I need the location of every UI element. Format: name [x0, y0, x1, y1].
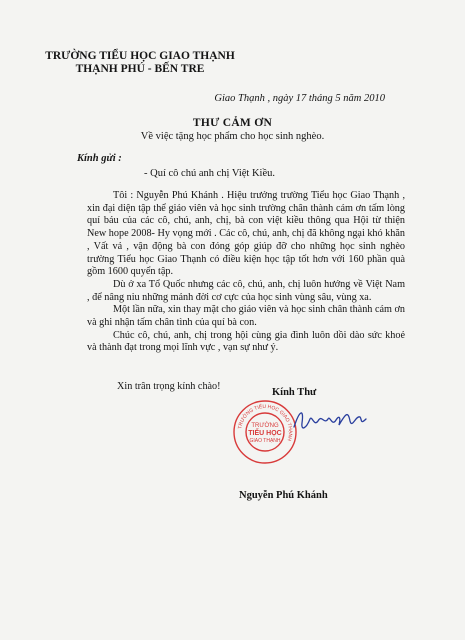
- sign-off: Kính Thư: [272, 387, 317, 398]
- paragraph: Một lần nữa, xin thay mặt cho giáo viên và học sinh chân thành cám ơn và ghi nhận tấm chân tình của quí bà con.: [87, 304, 405, 329]
- paragraph: Tôi : Nguyễn Phú Khánh . Hiệu trưởng trường Tiểu học Giao Thạnh , xin đại diện tập thể giáo viên và học sinh trường chân thành cám ơn tấm lòng quí báu của các cô, chú, anh, chị, bà con việt kiều thông qua Hội từ thiện New hope 2008- Hy vọng mới . Các cô, chú, anh, chị đã không ngại khó khăn , Vất vả , vận động bà con đóng góp giúp đỡ cho những học sinh nghèo trường Tiểu học Giao Thạnh có điều kiện học tập tốt hơn với 160 phần quà gồm 1600 quyển tập.: [87, 190, 405, 278]
- paragraph: Chúc cô, chú, anh, chị trong hội cùng gia đình luôn dồi dào sức khoẻ và thành đạt trong mọi lĩnh vực , vạn sự như ý.: [87, 329, 405, 354]
- letter-title: THƯ CẢM ƠN: [192, 117, 273, 129]
- seal-center-line: TRƯỜNG: [251, 423, 279, 429]
- letter-body: [87, 190, 405, 355]
- greeting: Kính gửi :: [77, 153, 122, 164]
- seal-ring-text: TRƯỜNG TIỂU HỌC GIAO THẠNH: [237, 403, 294, 442]
- school-header: [0, 50, 280, 76]
- paragraph: Dù ở xa Tổ Quốc nhưng các cô, chú, anh, chị luôn hướng về Việt Nam , để nâng niu những mảnh đời cơ cực của học sinh vùng sâu, vùng xa.: [87, 278, 405, 303]
- school-name: TRƯỜNG TIỂU HỌC GIAO THẠNH: [45, 50, 235, 62]
- seal-center-line: TIỂU HỌC: [248, 430, 282, 437]
- signer-name: Nguyễn Phú Khánh: [239, 490, 328, 501]
- closing: Xin trân trọng kính chào!: [117, 381, 221, 392]
- handwritten-signature: [290, 405, 370, 437]
- seal-center-line: GIAO THẠNH: [249, 438, 281, 444]
- letter-date: Giao Thạnh , ngày 17 tháng 5 năm 2010: [214, 93, 385, 104]
- letter-subtitle: Về việc tặng học phẩm cho học sinh nghèo.: [140, 131, 325, 142]
- school-location: THẠNH PHÚ - BẾN TRE: [75, 63, 205, 75]
- recipient: - Quí cô chú anh chị Việt Kiều.: [144, 168, 275, 179]
- school-seal: [232, 399, 298, 465]
